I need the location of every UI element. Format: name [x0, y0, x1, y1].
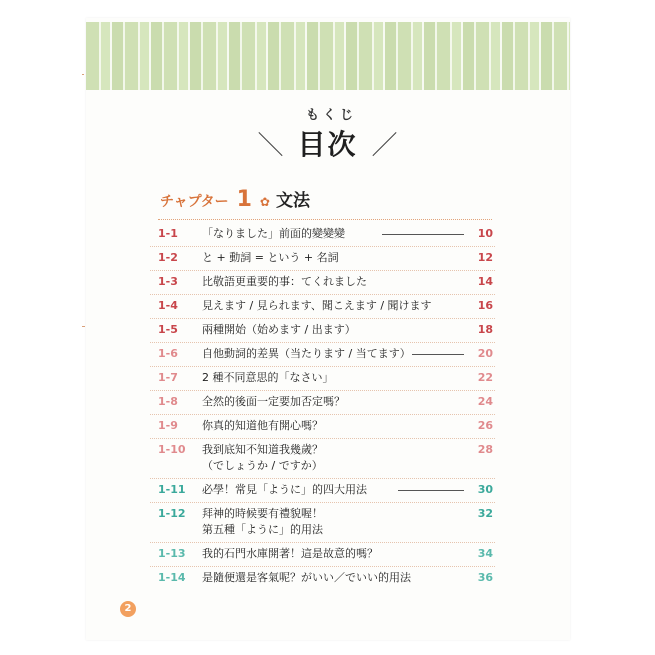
entry-title: 拜神的時候要有禮貌喔！ 第五種「ように」的用法 — [202, 507, 323, 536]
chapter-title: 文法 — [275, 191, 310, 211]
title-furigana: もくじ — [305, 108, 357, 123]
toc-entry[interactable] — [150, 295, 495, 319]
toc-list — [150, 223, 495, 590]
toc-entry[interactable] — [150, 567, 495, 590]
title-slash-right: ／ — [371, 130, 398, 161]
entry-title: 你真的知道他有開心嗎？ — [202, 419, 323, 432]
entry-page: 30 — [477, 483, 493, 496]
toc-entry[interactable] — [150, 343, 495, 367]
entry-page: 20 — [477, 347, 493, 360]
toc-entry[interactable] — [150, 503, 495, 543]
toc-heading — [0, 104, 655, 163]
entry-title: 見えます / 見られます、聞こえます / 聞けます — [202, 299, 432, 312]
entry-number: 1-14 — [158, 571, 186, 584]
chapter-label: チャプター — [160, 194, 229, 210]
page-number-badge: 2 — [120, 601, 136, 617]
entry-page: 10 — [477, 227, 493, 240]
title-slash-left: ＼ — [257, 130, 284, 161]
entry-title: 兩種開始（始めます / 出ます） — [202, 323, 356, 336]
entry-number: 1-9 — [158, 419, 178, 432]
entry-title: と + 動詞 = という + 名詞 — [202, 251, 339, 264]
crop-mark — [82, 74, 84, 75]
toc-entry[interactable] — [150, 543, 495, 567]
chapter-divider — [158, 219, 492, 220]
entry-number: 1-13 — [158, 547, 186, 560]
toc-entry[interactable] — [150, 479, 495, 503]
entry-title: 自他動詞的差異（当たります / 当てます） — [202, 347, 411, 360]
entry-title: 是隨便還是客氣呢？がいい／でいい的用法 — [202, 571, 411, 584]
entry-number: 1-6 — [158, 347, 178, 360]
toc-entry[interactable] — [150, 367, 495, 391]
toc-entry[interactable] — [150, 415, 495, 439]
leader-line — [412, 354, 464, 355]
entry-number: 1-11 — [158, 483, 186, 496]
toc-entry[interactable] — [150, 271, 495, 295]
entry-page: 16 — [477, 299, 493, 312]
entry-title: 我到底知不知道我幾歲？ （でしょうか / ですか） — [202, 443, 323, 472]
toc-entry[interactable] — [150, 223, 495, 247]
header-stripe-banner — [86, 22, 570, 90]
leader-line — [382, 234, 464, 235]
toc-entry[interactable] — [150, 247, 495, 271]
entry-number: 1-8 — [158, 395, 178, 408]
entry-page: 28 — [477, 443, 493, 456]
entry-title: 比敬語更重要的事：てくれました — [202, 275, 367, 288]
entry-number: 1-5 — [158, 323, 178, 336]
toc-entry[interactable] — [150, 439, 495, 479]
entry-page: 32 — [477, 507, 493, 520]
crop-mark — [82, 326, 85, 327]
entry-page: 22 — [477, 371, 493, 384]
entry-page: 34 — [477, 547, 493, 560]
toc-entry[interactable] — [150, 319, 495, 343]
entry-title: 我的石門水庫開著！這是故意的嗎？ — [202, 547, 378, 560]
entry-title: 「なりました」前面的變變變 — [202, 227, 345, 240]
entry-number: 1-10 — [158, 443, 186, 456]
entry-page: 12 — [477, 251, 493, 264]
chapter-number: 1 — [236, 187, 252, 212]
entry-number: 1-3 — [158, 275, 178, 288]
entry-page: 14 — [477, 275, 493, 288]
chapter-heading — [160, 186, 490, 212]
entry-title: 全然的後面一定要加否定嗎？ — [202, 395, 345, 408]
entry-title: 必學！常見「ように」的四大用法 — [202, 483, 367, 496]
entry-page: 18 — [477, 323, 493, 336]
entry-number: 1-12 — [158, 507, 186, 520]
toc-entry[interactable] — [150, 391, 495, 415]
flower-icon: ✿ — [259, 195, 270, 209]
entry-page: 36 — [477, 571, 493, 584]
entry-number: 1-1 — [158, 227, 178, 240]
entry-number: 1-7 — [158, 371, 178, 384]
page-title: 目次 — [297, 128, 358, 161]
entry-number: 1-4 — [158, 299, 178, 312]
leader-line — [398, 490, 464, 491]
entry-number: 1-2 — [158, 251, 178, 264]
entry-page: 26 — [477, 419, 493, 432]
entry-page: 24 — [477, 395, 493, 408]
entry-title: 2 種不同意思的「なさい」 — [202, 371, 334, 384]
